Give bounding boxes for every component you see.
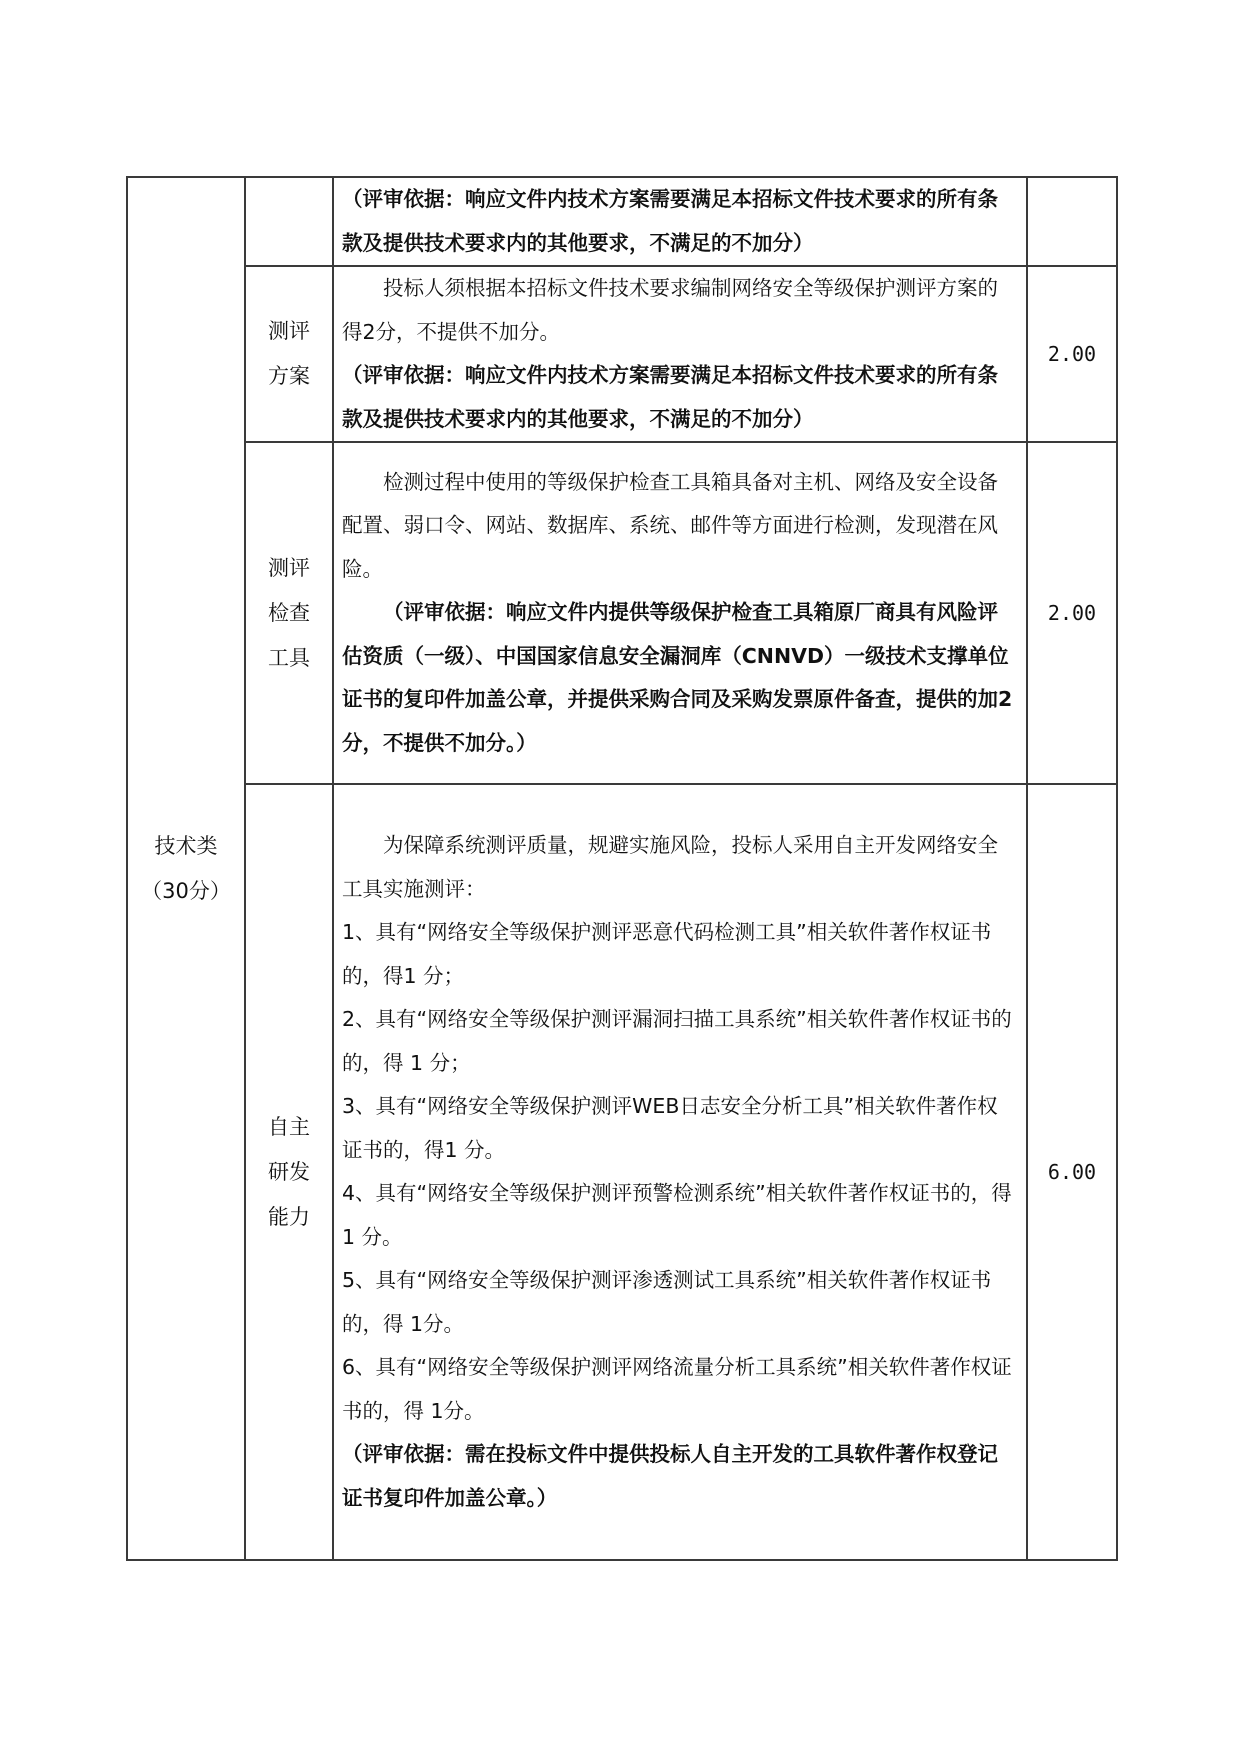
- criteria-line: 1、具有“网络安全等级保护测评恶意代码检测工具”相关软件著作权证书的，得1 分；: [342, 920, 992, 988]
- score-cell: 6.00: [1027, 784, 1117, 1560]
- criteria-line: （评审依据：需在投标文件中提供投标人自主开发的工具软件著作权登记证书复印件加盖公章。）: [342, 1442, 998, 1510]
- criteria-line: 5、具有“网络安全等级保护测评渗透测试工具系统”相关软件著作权证书的，得 1分。: [342, 1268, 992, 1336]
- criteria-line: 4、具有“网络安全等级保护测评预警检测系统”相关软件著作权证书的，得1 分。: [342, 1181, 1012, 1249]
- score-cell: 2.00: [1027, 266, 1117, 442]
- table-row: [127, 784, 1117, 1560]
- criteria-line: 2、具有“网络安全等级保护测评漏洞扫描工具系统”相关软件著作权证书的的，得 1 分；: [342, 1007, 1012, 1075]
- table-row: [127, 442, 1117, 784]
- criteria-cell: [333, 177, 1027, 266]
- item-cell: [245, 784, 333, 1560]
- criteria-cell: [333, 442, 1027, 784]
- criteria-line: 检测过程中使用的等级保护检查工具箱具备对主机、网络及安全设备配置、弱口令、网站、数据库、系统、邮件等方面进行检测，发现潜在风险。: [342, 469, 998, 581]
- criteria-line: 6、具有“网络安全等级保护测评网络流量分析工具系统”相关软件著作权证书的，得 1分。: [342, 1355, 1012, 1423]
- criteria-line: （评审依据：响应文件内技术方案需要满足本招标文件技术要求的所有条款及提供技术要求内的其他要求，不满足的不加分）: [342, 187, 998, 255]
- criteria-line: 3、具有“网络安全等级保护测评WEB日志安全分析工具”相关软件著作权证书的，得1 分。: [342, 1094, 998, 1162]
- item-label: 测评检查工具: [268, 555, 310, 670]
- score-cell: 2.00: [1027, 442, 1117, 784]
- category-cell: [127, 177, 245, 1560]
- score-cell: [1027, 177, 1117, 266]
- criteria-line: （评审依据：响应文件内提供等级保护检查工具箱原厂商具有风险评估资质（一级）、中国国家信息安全漏洞库（CNNVD）一级技术支撑单位证书的复印件加盖公章，并提供采购合同及采购发票原件备查，提供的加2分，不提供不加分。）: [342, 600, 1013, 755]
- criteria-line: （评审依据：响应文件内技术方案需要满足本招标文件技术要求的所有条款及提供技术要求内的其他要求，不满足的不加分）: [342, 363, 998, 431]
- item-cell: [245, 266, 333, 442]
- criteria-cell: [333, 266, 1027, 442]
- table-row: [127, 177, 1117, 266]
- item-cell: [245, 177, 333, 266]
- category-points: （30分）: [141, 878, 231, 903]
- item-label: 测评方案: [268, 319, 310, 388]
- criteria-cell: [333, 784, 1027, 1560]
- criteria-line: 投标人须根据本招标文件技术要求编制网络安全等级保护测评方案的得2分，不提供不加分。: [342, 276, 998, 344]
- criteria-line: 为保障系统测评质量，规避实施风险，投标人采用自主开发网络安全工具实施测评：: [342, 833, 998, 901]
- table-row: [127, 266, 1117, 442]
- item-cell: [245, 442, 333, 784]
- item-label: 自主研发能力: [268, 1114, 310, 1229]
- scoring-table: [126, 176, 1118, 1561]
- category-name: 技术类: [154, 833, 218, 858]
